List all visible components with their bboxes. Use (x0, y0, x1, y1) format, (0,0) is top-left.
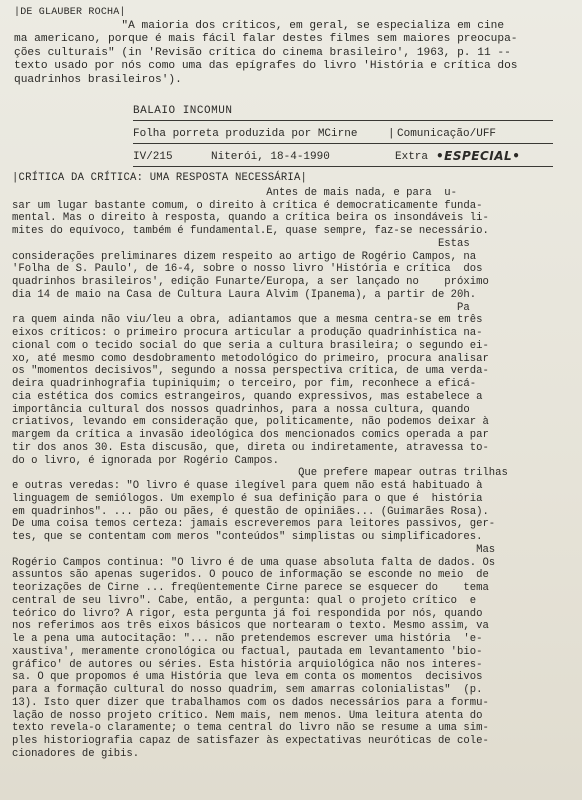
article-line: ra quem ainda não viu/leu a obra, adiantamos que a mesma centra-se em três (12, 314, 483, 327)
article-line: lação de nosso projeto crítico. Nem mais, nem menos. Uma leitura atenta do (12, 709, 483, 722)
article-body (12, 187, 572, 761)
city-date: Niterói, 18-4-1990 (211, 151, 330, 163)
newsletter-title: BALAIO INCOMUN (133, 105, 233, 117)
article-line: cia estética dos comics estrangeiros, quando expressivos, mas estabelece a (12, 390, 483, 403)
article-line: central de seu livro". Cabe, então, a pergunta: qual o projeto crítico e (12, 594, 477, 607)
article-line: texto revela-o claramente; o tema central do livro não se resume a uma sim- (12, 722, 489, 735)
masthead-producer-row (133, 121, 553, 144)
article-title: |CRÍTICA DA CRÍTICA: UMA RESPOSTA NECESSÁRIA| (12, 172, 308, 184)
article-line: para a formação cultural do nosso quadrim, sem amarras colonialistas" (p. (12, 684, 483, 696)
epigraph-line: ma americano, porque é mais fácil falar destes filmes sem maiores preocupa- (14, 33, 518, 46)
article-line: criativos, levando em consideração que, politicamente, não podemos deixar à (12, 416, 489, 429)
epigraph-text (14, 20, 570, 88)
article-line: margem da crítica a invasão ideológica dos mencionados comics operada a par (12, 429, 489, 441)
article-line: teórico do livro? A rigor, esta pergunta já foi respondida por nós, quando (12, 607, 483, 620)
epigraph-line: ções culturais" (in 'Revisão crítica do cinema brasileiro', 1963, p. 11 -- (14, 46, 511, 59)
producer-credit: Folha porreta produzida por MCirne (133, 128, 358, 140)
masthead-title-row (133, 98, 553, 121)
article-line: dia 14 de maio na Casa de Cultura Laura Alvim (Ipanema), a partir de 20h. (12, 288, 477, 301)
epigraph-line: quadrinhos brasileiros'). (14, 73, 182, 86)
article-line: 13). Isto quer dizer que trabalhamos com os dados necessários para a formu- (12, 696, 489, 709)
epigraph-line: texto usado por nós como uma das epígrafes do livro 'História e crítica dos (14, 60, 518, 73)
article-line: sar um lugar bastante comum, o direito à crítica é democraticamente funda- (12, 199, 483, 212)
issue-number: IV/215 (133, 151, 173, 163)
article-line: assuntos são apenas sugeridos. O pouco de informação se esconde no meio de (12, 569, 489, 582)
department: Comunicação/UFF (397, 128, 497, 140)
epigraph-line: "A maioria dos críticos, em geral, se especializa em cine (14, 19, 505, 32)
article-line: Que prefere mapear outras trilhas (12, 467, 508, 480)
article-line: do o livro, é ignorada por Rogério Campos. (12, 454, 280, 467)
article-line: cionadores de gibis. (12, 747, 140, 760)
article-line: Pa (12, 301, 470, 314)
article-line: em quadrinhos". ... pão ou pães, é questão de opiniães... (Guimarães Rosa). (12, 505, 489, 518)
article-line: ples historiografia capaz de satisfazer às expectativas neuróticas de cole- (12, 735, 489, 747)
extra-label: Extra (395, 151, 429, 163)
article-line: Rogério Campos continua: "O livro é de uma quase absoluta falta de dados. Os (12, 556, 496, 569)
epigraph-source: |DE GLAUBER ROCHA| (14, 7, 126, 18)
article-line: tes, que se contentam com meros "conteúdos" simplistas ou simplificadores. (12, 531, 483, 543)
handwritten-especial: •ESPECIAL• (436, 149, 521, 163)
article-line: mental. Mas o direito à resposta, quando a crítica beira os insondáveis li- (12, 212, 489, 225)
masthead (133, 98, 553, 167)
epigraph (14, 6, 570, 88)
article-line: mites do equívoco, também é fundamental.E, quase sempre, faz-se necessário. (12, 225, 489, 237)
article-line: De uma coisa temos certeza: jamais escreveremos para leitores passivos, ger- (12, 518, 496, 531)
article-line: deira quadrinhografia tupiniquim; o terceiro, por fim, reconhece a eficá- (12, 378, 477, 390)
article-line: xo, até mesmo como desdobramento metodológico do primeiro, procura analisar (12, 352, 489, 365)
article-line: linguagem de semiólogos. Um exemplo é sua definição para o que é história (12, 492, 483, 505)
article-line: Estas (12, 237, 470, 250)
article-line: e outras veredas: "O livro é quase ilegível para quem não está habituado à (12, 480, 483, 492)
article-line: eixos críticos: o primeiro procura articular a produção quadrinhística na- (12, 327, 483, 339)
article-line: sa. O que propomos é uma História que leva em conta os momentos decisivos (12, 671, 483, 684)
article-line: tir dos anos 30. Esta discusão, que, direta ou indiretamente, atravessa to- (12, 441, 489, 454)
article-line: cional com o tecido social do que seria a cultura brasileira; o segundo ei- (12, 339, 489, 352)
article-line: nos referimos aos três eixos básicos que nortearam o texto. Mesmo assim, va (12, 620, 489, 633)
article (12, 172, 572, 761)
article-line: xaustiva', meramente cronológica ou factual, pautada em levantamento 'bio- (12, 645, 483, 658)
article-line: importância cultural dos nossos quadrinhos, para a nossa cultura, quando (12, 403, 470, 416)
article-line: gráfico' de autores ou séries. Esta história arquiológica não nos interes- (12, 658, 483, 671)
article-line: Antes de mais nada, e para u- (12, 186, 458, 199)
article-line: quadrinhos brasileiros', edição Funarte/Europa, a ser lançado no próximo (12, 276, 489, 288)
masthead-separator: | (388, 128, 395, 140)
article-line: Mas (12, 543, 496, 556)
article-line: 'Folha de S. Paulo', de 16-4, sobre o nosso livro 'História e crítica dos (12, 263, 483, 276)
article-line: considerações preliminares dizem respeito ao artigo de Rogério Campos, na (12, 250, 477, 263)
article-line: teorizações de Cirne ... freqüentemente Cirne parece se esquecer do tema (12, 582, 489, 594)
article-line: le a pena uma autocitação: "... não pretendemos escrever uma história 'e- (12, 633, 483, 645)
article-line: os "momentos decisivos", segundo a nossa perspectiva crítica, de uma verda- (12, 365, 489, 378)
masthead-issue-row (133, 144, 553, 167)
